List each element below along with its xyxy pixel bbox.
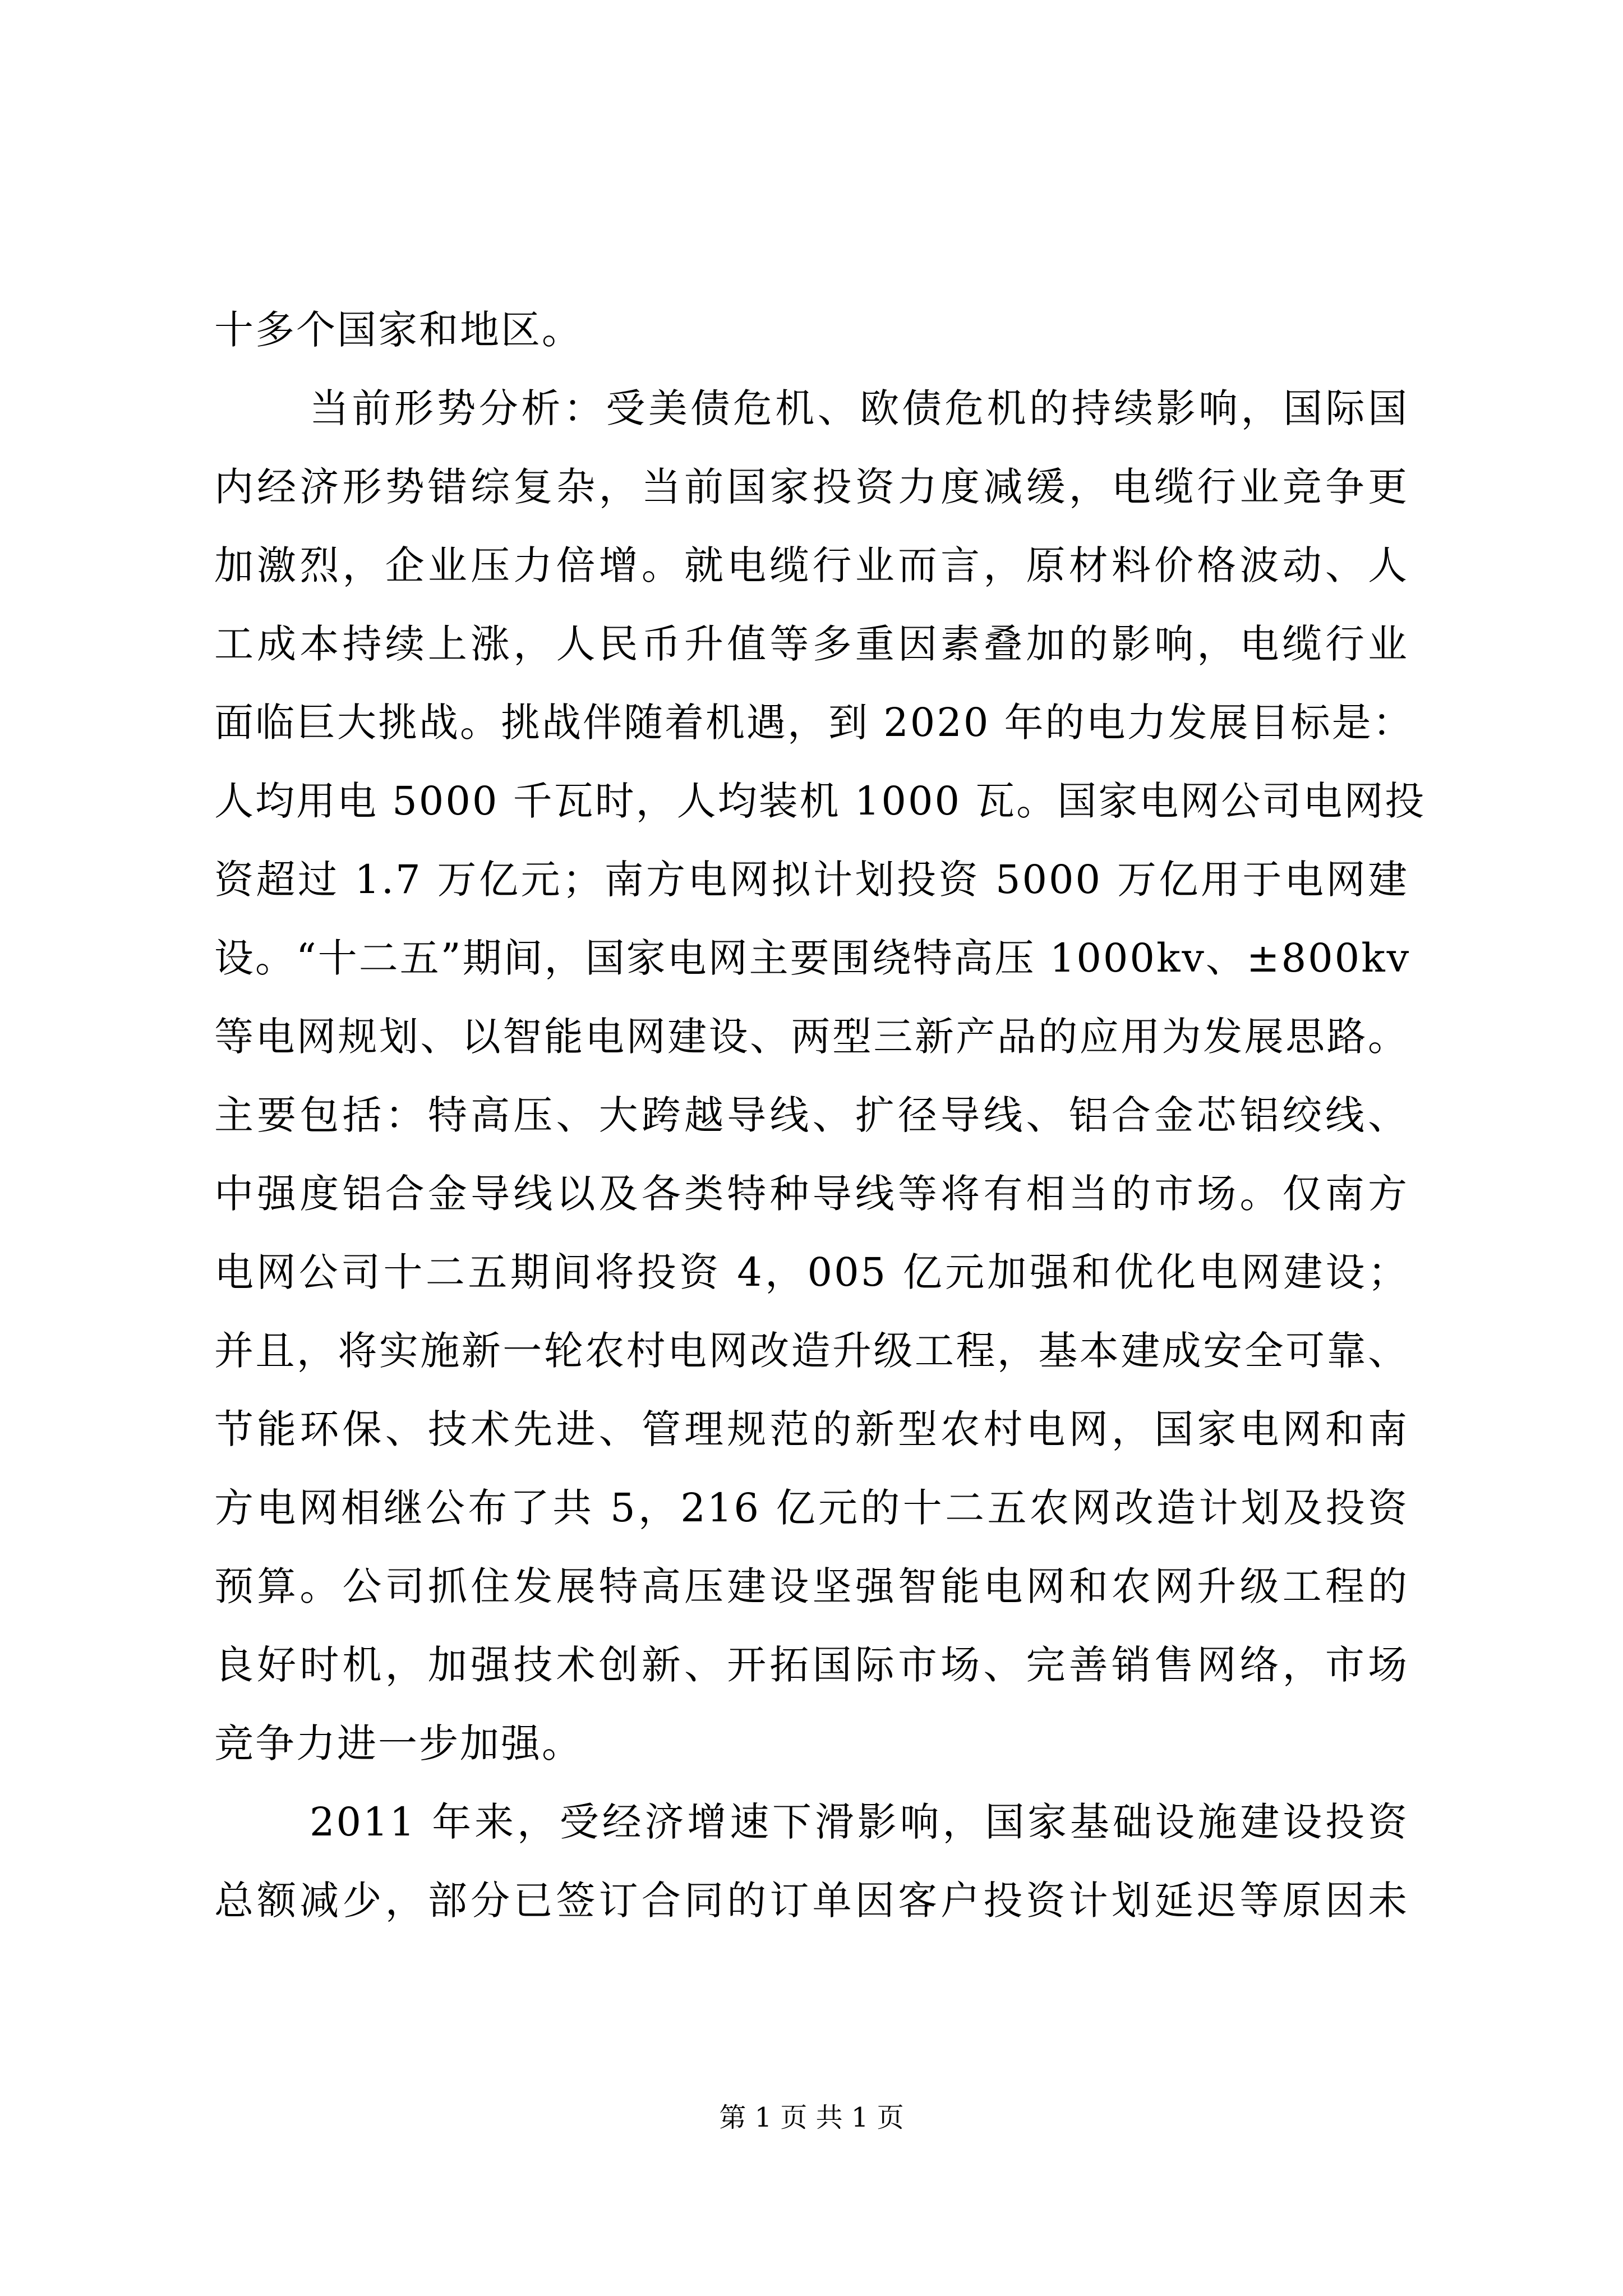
text-line: 节能环保、技术先进、管理规范的新型农村电网，国家电网和南 <box>214 1406 1409 1452</box>
text-line: 面临巨大挑战。挑战伴随着机遇，到 2020 年的电力发展目标是： <box>214 700 1414 746</box>
text-line: 十多个国家和地区。 <box>214 307 583 353</box>
text-line: 资超过 1.7 万亿元；南方电网拟计划投资 5000 万亿用于电网建 <box>214 857 1409 903</box>
page-footer: 第 1 页 共 1 页 <box>719 2102 904 2133</box>
text-line: 内经济形势错综复杂，当前国家投资力度减缓，电缆行业竞争更 <box>214 464 1409 510</box>
text-line: 主要包括：特高压、大跨越导线、扩径导线、铝合金芯铝绞线、 <box>214 1092 1409 1138</box>
text-line: 方电网相继公布了共 5，216 亿元的十二五农网改造计划及投资 <box>214 1485 1409 1531</box>
text-line: 当前形势分析：受美债危机、欧债危机的持续影响，国际国 <box>310 385 1409 431</box>
text-line: 等电网规划、以智能电网建设、两型三新产品的应用为发展思路。 <box>214 1014 1409 1060</box>
text-line: 2011 年来，受经济增速下滑影响，国家基础设施建设投资 <box>310 1799 1409 1845</box>
document-body <box>214 291 1426 1940</box>
text-line: 竞争力进一步加强。 <box>214 1720 583 1766</box>
text-line: 中强度铝合金导线以及各类特种导线等将有相当的市场。仅南方 <box>214 1171 1409 1217</box>
text-line: 人均用电 5000 千瓦时，人均装机 1000 瓦。国家电网公司电网投 <box>214 778 1426 824</box>
text-line: 预算。公司抓住发展特高压建设坚强智能电网和农网升级工程的 <box>214 1563 1409 1609</box>
text-line: 总额减少，部分已签订合同的订单因客户投资计划延迟等原因未 <box>214 1878 1409 1924</box>
text-line: 工成本持续上涨，人民币升值等多重因素叠加的影响，电缆行业 <box>214 621 1409 667</box>
text-line: 设。“十二五”期间，国家电网主要围绕特高压 1000kv、±800kv <box>214 935 1411 981</box>
text-line: 良好时机，加强技术创新、开拓国际市场、完善销售网络，市场 <box>214 1642 1409 1688</box>
text-line: 加激烈，企业压力倍增。就电缆行业而言，原材料价格波动、人 <box>214 542 1409 588</box>
text-line: 电网公司十二五期间将投资 4，005 亿元加强和优化电网建设； <box>214 1249 1409 1295</box>
text-line: 并且，将实施新一轮农村电网改造升级工程，基本建成安全可靠、 <box>214 1328 1409 1374</box>
